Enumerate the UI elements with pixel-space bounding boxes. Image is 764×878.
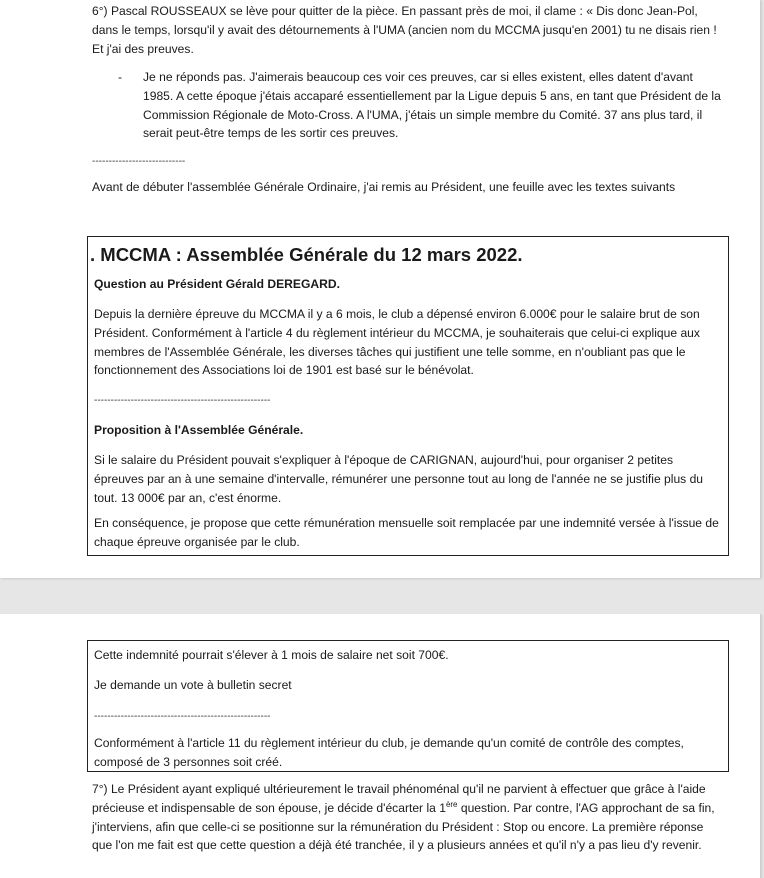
item-7-text-b: question. Par contre, l'AG approchant de sa fin, j'interviens, afin que celle-ci se positionne sur la rémunération du Président : Stop ou encore. La première réponse que l'on me fait est que cette question a déjà été tranchée, il y a plusieurs années et qu'il n'y a pas lieu d'y revenir.: [92, 800, 715, 853]
bullet-dash: -: [118, 70, 123, 84]
paragraph-item-7: [92, 780, 726, 855]
question-heading: Question au Président Gérald DEREGARD.: [94, 277, 340, 291]
quoted-letter-box-continued: [87, 640, 729, 772]
vote-text: Je demande un vote à bulletin secret: [94, 678, 292, 692]
document-page-2: [0, 614, 761, 878]
box-separator-2: -----------------------------------------------------: [94, 711, 271, 722]
box-title: . MCCMA : Assemblée Générale du 12 mars 2022.: [90, 244, 523, 265]
paragraph-item-6: 6°) Pascal ROUSSEAUX se lève pour quitter de la pièce. En passant près de moi, il clame : « Dis donc Jean-Pol, dans le temps, lorsqu'il y avait des détournements à l'UMA (ancien nom du MCCMA jusqu'en 2001) tu ne disais rien ! Et j'ai des preuves.: [92, 4, 717, 56]
quoted-letter-box: [87, 236, 729, 556]
proposition-heading: Proposition à l'Assemblée Générale.: [94, 423, 304, 437]
indemnity-text: Cette indemnité pourrait s'élever à 1 mois de salaire net soit 700€.: [94, 648, 449, 662]
item-7-text-a: 7°) Le Président ayant expliqué ultérieurement le travail phénoménal qu'il ne parvient à effectuer que grâce à l'aide précieuse et indispensable de son épouse, je décide d'écarter la 1: [92, 782, 706, 815]
item-7-superscript: ère: [445, 799, 458, 809]
separator-line: ----------------------------: [92, 156, 186, 167]
paragraph-intro: Avant de débuter l'assemblée Générale Ordinaire, j'ai remis au Président, une feuille avec les textes suivants: [92, 180, 676, 194]
box-separator: -----------------------------------------------------: [94, 395, 271, 406]
paragraph-reply: Je ne réponds pas. J'aimerais beaucoup ces voir ces preuves, car si elles existent, elles datent d'avant 1985. A cette époque j'étais accaparé essentiellement par la Ligue depuis 5 ans, en tant que Président de la Commission Régionale de Moto-Cross. A l'UMA, j'étais un simple membre du Comité. 37 ans plus tard, il serait peut-être temps de les sortir ces preuves.: [143, 70, 721, 141]
committee-text: Conformément à l'article 11 du règlement intérieur du club, je demande qu'un comité de contrôle des comptes, composé de 3 personnes soit créé.: [94, 736, 684, 769]
proposition-text: Si le salaire du Président pouvait s'expliquer à l'époque de CARIGNAN, aujourd'hui, pour organiser 2 petites épreuves par an à une semaine d'intervalle, rémunérer une personne tout au long de l'année ne se justifie plus du tout. 13 000€ par an, c'est énorme.: [94, 453, 704, 505]
consequence-text: En conséquence, je propose que cette rémunération mensuelle soit remplacée par une indemnité versée à l'issue de chaque épreuve organisée par le club.: [94, 516, 719, 549]
question-text: Depuis la dernière épreuve du MCCMA il y a 6 mois, le club a dépensé environ 6.000€ pour le salaire brut de son Président. Conformément à l'article 4 du règlement intérieur du MCCMA, je souhaiterais que celui-ci explique aux membres de l'Assemblée Générale, les diverses tâches qui justifient une telle somme, en n'oubliant pas que le fonctionnement des Associations loi de 1901 est basé sur le bénévolat.: [94, 307, 700, 378]
